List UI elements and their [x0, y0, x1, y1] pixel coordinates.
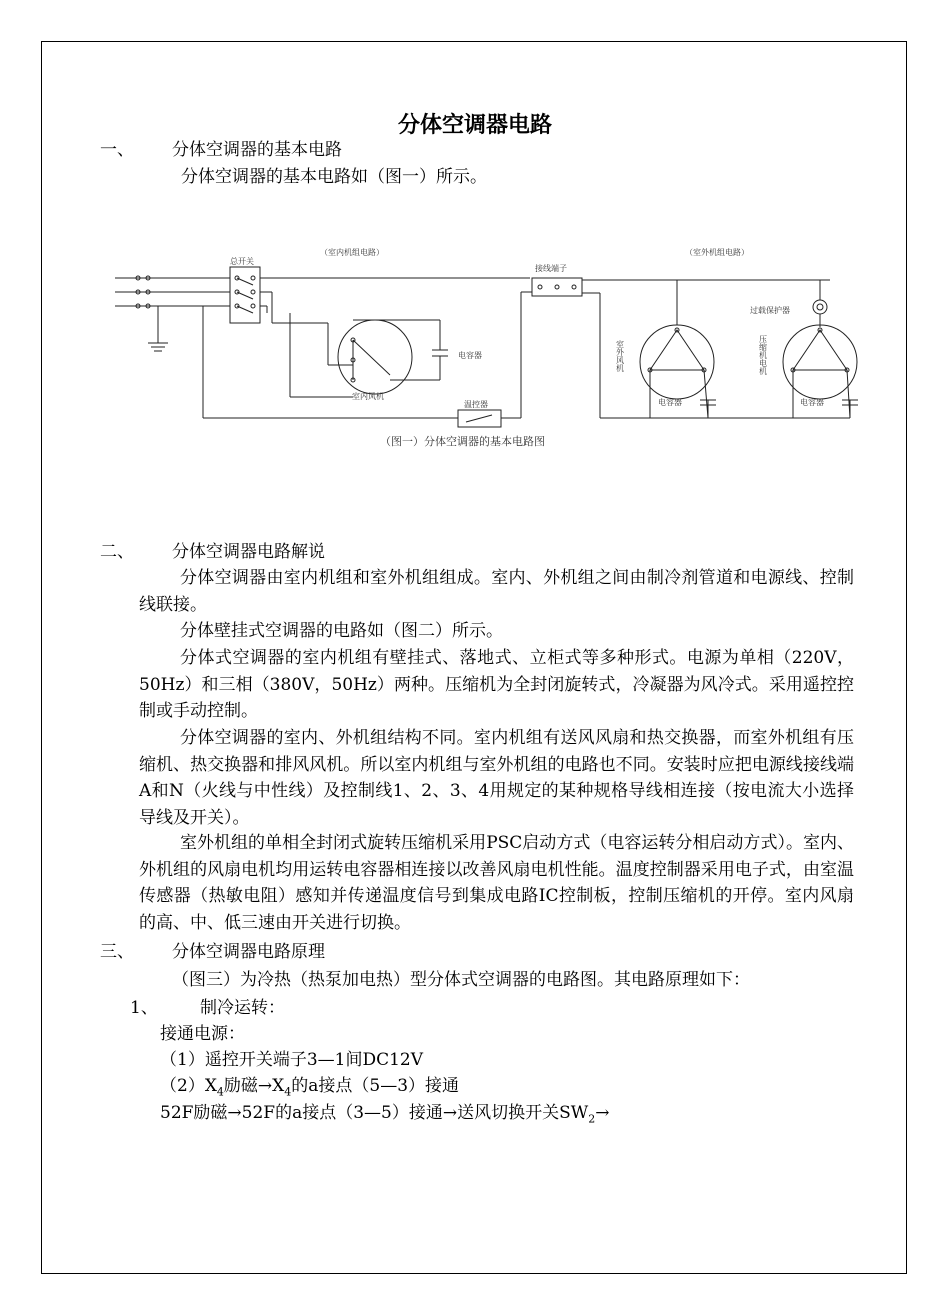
label-terminal-block: 接线端子	[535, 264, 567, 273]
label-indoor-group: （室内机组电路）	[320, 248, 384, 257]
label-indoor-fan: 室内风机	[352, 392, 384, 401]
label-compressor-capacitor: 电容器	[800, 398, 824, 407]
subsection-1-number: 1、	[130, 998, 158, 1018]
section-2-heading: 分体空调器电路解说	[172, 542, 325, 562]
section-3-number: 三、	[100, 942, 134, 962]
section-1-heading: 分体空调器的基本电路	[172, 140, 342, 160]
label-outdoor-group: （室外机组电路）	[685, 248, 749, 257]
section-1-number: 一、	[100, 140, 134, 160]
section-2-paragraph-3: 分体式空调器的室内机组有壁挂式、落地式、立柜式等多种形式。电源为单相（220V，50Hz）和三相（380V，50Hz）两种。压缩机为全封闭旋转式，冷凝器为风冷式。采用遥控控制或手动控制。	[139, 648, 854, 721]
label-thermostat: 温控器	[464, 400, 488, 409]
section-2-paragraph-1: 分体空调器由室内机组和室外机组组成。室内、外机组之间由制冷剂管道和电源线、控制线联接。	[139, 568, 854, 615]
figure-1-caption: （图一）分体空调器的基本电路图	[380, 435, 545, 448]
label-overload-protector: 过载保护器	[750, 306, 790, 315]
figure-1-circuit-diagram	[110, 235, 870, 457]
label-main-switch: 总开关	[230, 257, 254, 266]
subsection-1-heading: 制冷运转：	[200, 998, 285, 1018]
label-compressor-motor: 压缩机电机	[758, 335, 768, 375]
step-3: 52F励磁→52F的a接点（3—5）接通→送风切换开关$SW_2\to$	[160, 1103, 610, 1126]
section-2-paragraph-4: 分体空调器的室内、外机组结构不同。室内机组有送风风扇和热交换器，而室外机组有压缩机、热交换器和排风风机。所以室内机组与室外机组的电路也不同。安装时应把电源线接线端A和N（火线与中性线）及控制线1、2、3、4用规定的某种规格导线相连接（按电流大小选择导线及开关）。	[139, 728, 854, 828]
label-indoor-capacitor: 电容器	[458, 351, 482, 360]
section-2-number: 二、	[100, 542, 134, 562]
step-2: $(2)X_4$励磁$\to X_4$的a接点（5—3）接通	[160, 1076, 460, 1099]
section-1-intro: 分体空调器的基本电路如（图一）所示。	[181, 167, 487, 187]
section-2-paragraph-2: 分体壁挂式空调器的电路如（图二）所示。	[180, 621, 503, 641]
step-power-on: 接通电源：	[160, 1024, 245, 1044]
label-outdoor-capacitor: 电容器	[658, 398, 682, 407]
step-1: （1）遥控开关端子3—1间DC12V	[160, 1050, 423, 1070]
section-3-intro: （图三）为冷热（热泵加电热）型分体式空调器的电路图。其电路原理如下：	[172, 970, 750, 990]
label-outdoor-fan: 室外风机	[615, 340, 625, 372]
section-3-heading: 分体空调器电路原理	[172, 942, 325, 962]
section-2-paragraph-5: 室外机组的单相全封闭式旋转压缩机采用PSC启动方式（电容运转分相启动方式）。室内、外机组的风扇电机均用运转电容器相连接以改善风扇电机性能。温度控制器采用电子式，由室温传感器（热敏电阻）感知并传递温度信号到集成电路IC控制板，控制压缩机的开停。室内风扇的高、中、低三速由开关进行切换。	[139, 833, 854, 933]
document-title: 分体空调器电路	[397, 113, 552, 138]
